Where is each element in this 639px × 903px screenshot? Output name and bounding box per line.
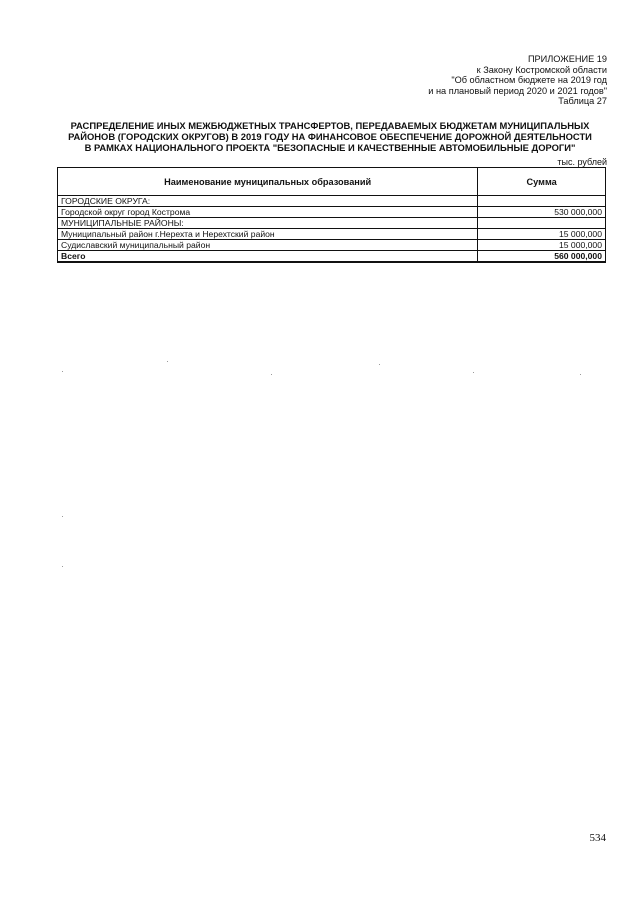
table-number: Таблица 27 xyxy=(558,96,607,107)
scan-speck xyxy=(62,566,63,567)
row-name: Судиславский муниципальный район xyxy=(58,240,478,251)
row-sum: 15 000,000 xyxy=(478,240,606,251)
title-line: В РАМКАХ НАЦИОНАЛЬНОГО ПРОЕКТА "БЕЗОПАСНЫЕ И КАЧЕСТВЕННЫЕ АВТОМОБИЛЬНЫЕ ДОРОГИ" xyxy=(84,142,576,154)
column-header-sum: Сумма xyxy=(478,168,606,196)
row-sum: 15 000,000 xyxy=(478,229,606,240)
table-row xyxy=(58,207,606,218)
table-row xyxy=(58,240,606,251)
column-header-name: Наименование муниципальных образований xyxy=(58,168,478,196)
document-title xyxy=(50,120,610,154)
appendix-line: к Закону Костромской области xyxy=(476,64,607,75)
distribution-table xyxy=(57,167,606,263)
scan-speck xyxy=(62,371,63,372)
table-row xyxy=(58,196,606,207)
row-sum xyxy=(478,218,606,229)
scan-speck xyxy=(379,364,380,365)
appendix-line: ПРИЛОЖЕНИЕ 19 xyxy=(527,54,607,64)
table-header-row xyxy=(58,168,606,196)
appendix-header xyxy=(287,54,607,107)
scan-speck xyxy=(473,372,474,373)
total-label: Всего xyxy=(58,251,478,263)
appendix-line: и на плановый период 2020 и 2021 годов" xyxy=(428,85,607,96)
row-name: МУНИЦИПАЛЬНЫЕ РАЙОНЫ: xyxy=(58,218,478,229)
appendix-line: "Об областном бюджете на 2019 год xyxy=(451,75,607,86)
scan-speck xyxy=(580,374,581,375)
row-name: ГОРОДСКИЕ ОКРУГА: xyxy=(58,196,478,207)
scan-speck xyxy=(62,516,63,517)
title-line: РАСПРЕДЕЛЕНИЕ ИНЫХ МЕЖБЮДЖЕТНЫХ ТРАНСФЕРТОВ, ПЕРЕДАВАЕМЫХ БЮДЖЕТАМ МУНИЦИПАЛЬНЫХ xyxy=(70,120,590,131)
scan-speck xyxy=(167,361,168,362)
total-row xyxy=(58,251,606,263)
title-line: РАЙОНОВ (ГОРОДСКИХ ОКРУГОВ) В 2019 ГОДУ НА ФИНАНСОВОЕ ОБЕСПЕЧЕНИЕ ДОРОЖНОЙ ДЕЯТЕЛЬНОСТИ xyxy=(68,131,592,143)
row-sum xyxy=(478,196,606,207)
row-name: Городской округ город Кострома xyxy=(58,207,478,218)
page-number: 534 xyxy=(589,832,606,844)
units-label: тыс. рублей xyxy=(557,157,607,167)
total-sum: 560 000,000 xyxy=(478,251,606,263)
row-sum: 530 000,000 xyxy=(478,207,606,218)
row-name: Муниципальный район г.Нерехта и Нерехтский район xyxy=(58,229,478,240)
scan-speck xyxy=(271,374,272,375)
table-row xyxy=(58,218,606,229)
table-row xyxy=(58,229,606,240)
